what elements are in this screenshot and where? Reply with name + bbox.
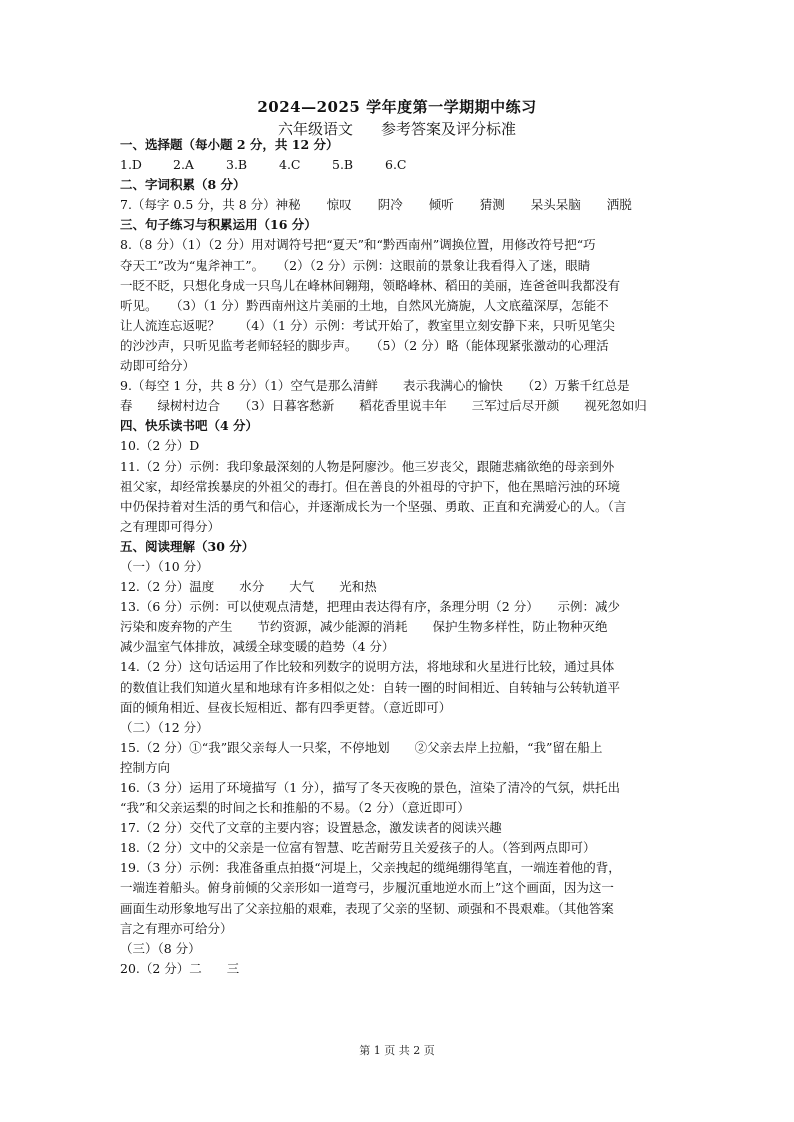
answer-line: 的数值让我们知道火星和地球有许多相似之处：自转一圈的时间相近、自转轴与公转轨道平	[120, 679, 621, 695]
answer-line: 夺天工”改为“鬼斧神工”。 （2）（2 分）示例：这眼前的景象让我看得入了迷，眼睛	[120, 257, 591, 273]
answer-line: 16.（3 分）运用了环境描写（1 分），描写了冬天夜晚的景色，渲染了清冷的气氛，烘托出	[120, 780, 620, 795]
word-answer: 惊叹	[326, 197, 352, 213]
answer-line: 听见。 （3）（1 分）黔西南州这片美丽的土地，自然风光旖旎，人文底蕴深厚，怎能不	[120, 297, 609, 313]
answer-line: “我”和父亲运梨的时间之长和推船的不易。（2 分）（意近即可）	[120, 800, 470, 816]
answer-key-label: 参考答案及评分标准	[381, 120, 517, 138]
choice-answer: 4.C	[279, 157, 301, 173]
word-answers-row	[120, 195, 676, 215]
answer-line: 18.（2 分）文中的父亲是一位富有智慧、吃苦耐劳且关爱孩子的人。（答到两点即可）	[120, 840, 596, 856]
section-heading: 二、字词积累（8 分）	[120, 177, 246, 193]
choice-answer: 6.C	[385, 157, 407, 173]
answer-line: 一端连着船头。俯身前倾的父亲形如一道弯弓，步履沉重地逆水而上”这个画面，因为这一	[120, 880, 614, 896]
section-heading: 四、快乐读书吧（4 分）	[120, 418, 259, 434]
answer-line: 面的倾角相近、昼夜长短相近、都有四季更替。（意近即可）	[120, 699, 452, 715]
word-answer: 洒脱	[606, 197, 632, 213]
choice-answer: 1.D	[120, 157, 142, 173]
document-title: 2024—2025 学年度第一学期期中练习	[257, 98, 537, 116]
answer-line: 10.（2 分）D	[120, 438, 200, 454]
page-footer: 第 1 页 共 2 页	[359, 1044, 435, 1057]
answer-line: 8.（8 分）（1）（2 分）用对调符号把“夏天”和“黔西南州”调换位置，用修改符号把“巧	[120, 237, 596, 253]
answer-line: 12.（2 分）温度 水分 大气 光和热	[120, 579, 377, 595]
word-answer: 阴冷	[377, 197, 403, 213]
answer-line: 一眨不眨，只想化身成一只鸟儿在峰林间翱翔，领略峰林、稻田的美丽，连爸爸叫我都没有	[120, 277, 621, 293]
answer-line: 15.（2 分）①“我”跟父亲每人一只桨，不停地划 ②父亲去岸上拉船，“我”留在船上	[120, 739, 603, 755]
answer-line: 控制方向	[120, 759, 171, 775]
answer-line: 17.（2 分）交代了文章的主要内容；设置悬念，激发读者的阅读兴趣	[120, 820, 502, 836]
answer-line: 13.（6 分）示例：可以使观点清楚，把理由表达得有序，条理分明（2 分） 示例：减少	[120, 599, 620, 615]
answer-line: 20.（2 分）二 三	[120, 960, 240, 976]
answer-line: 之有理即可得分）	[120, 518, 221, 534]
answer-line: 污染和废弃物的产生 节约资源，减少能源的消耗 保护生物多样性，防止物种灭绝	[120, 619, 608, 635]
answer-content	[120, 135, 676, 979]
answer-line: 11.（2 分）示例：我印象最深刻的人物是阿廖沙。他三岁丧父，跟随悲痛欲绝的母亲到外	[120, 458, 615, 474]
word-answers-lead: 7.（每字 0.5 分，共 8 分）	[120, 197, 276, 213]
answer-line: 的沙沙声，只听见监考老师轻轻的脚步声。 （5）（2 分）略（能体现紧张激动的心理活	[120, 337, 609, 353]
answer-line: （三）（8 分）	[120, 940, 201, 956]
choice-answer: 5.B	[332, 157, 354, 173]
answer-line: 祖父家，却经常挨暴戾的外祖父的毒打。但在善良的外祖母的守护下，他在黑暗污浊的环境	[120, 478, 621, 494]
section-heading: 一、选择题（每小题 2 分，共 12 分）	[120, 137, 339, 152]
word-answer: 猜测	[479, 197, 505, 213]
word-answer: 倾听	[428, 197, 454, 213]
section-heading: 五、阅读理解（30 分）	[120, 538, 255, 554]
answer-line: （二）（12 分）	[120, 719, 209, 735]
answer-line: 春 绿树村边合 （3）日暮客愁新 稻花香里说丰年 三军过后尽开颜 视死忽如归	[120, 398, 647, 414]
answer-line: 减少温室气体排放，减缓全球变暖的趋势（4 分）	[120, 639, 395, 655]
choice-answer: 3.B	[226, 157, 248, 173]
answer-line: （一）（10 分）	[120, 558, 209, 574]
answer-line: 14.（2 分）这句话运用了作比较和列数字的说明方法，将地球和火星进行比较，通过具体	[120, 659, 615, 675]
answer-line: 让人流连忘返呢？ （4）（1 分）示例：考试开始了，教室里立刻安静下来，只听见笔尖	[120, 317, 615, 333]
word-answer: 呆头呆脑	[530, 197, 581, 213]
answer-line: 画面生动形象地写出了父亲拉船的艰难，表现了父亲的坚韧、顽强和不畏艰难。（其他答案	[120, 900, 614, 916]
answer-line: 动即可给分）	[120, 358, 196, 374]
subject-label: 六年级语文	[277, 120, 353, 138]
answer-line: 9.（每空 1 分，共 8 分）（1）空气是那么清鲜 表示我满心的愉快 （2）万紫千红总是	[120, 378, 630, 394]
header	[0, 97, 794, 140]
word-answer: 神秘	[275, 197, 301, 213]
choice-answer: 2.A	[173, 157, 194, 173]
answer-line: 19.（3 分）示例：我准备重点拍摄“河堤上，父亲拽起的缆绳绷得笔直，一端连着他的背，	[120, 860, 621, 876]
answer-line: 言之有理亦可给分）	[120, 920, 233, 936]
answer-line: 中仍保持着对生活的勇气和信心，并逐渐成长为一个坚强、勇敢、正直和充满爱心的人。（言	[120, 498, 627, 514]
choice-answers-row	[120, 155, 676, 175]
section-heading: 三、句子练习与积累运用（16 分）	[120, 217, 317, 233]
